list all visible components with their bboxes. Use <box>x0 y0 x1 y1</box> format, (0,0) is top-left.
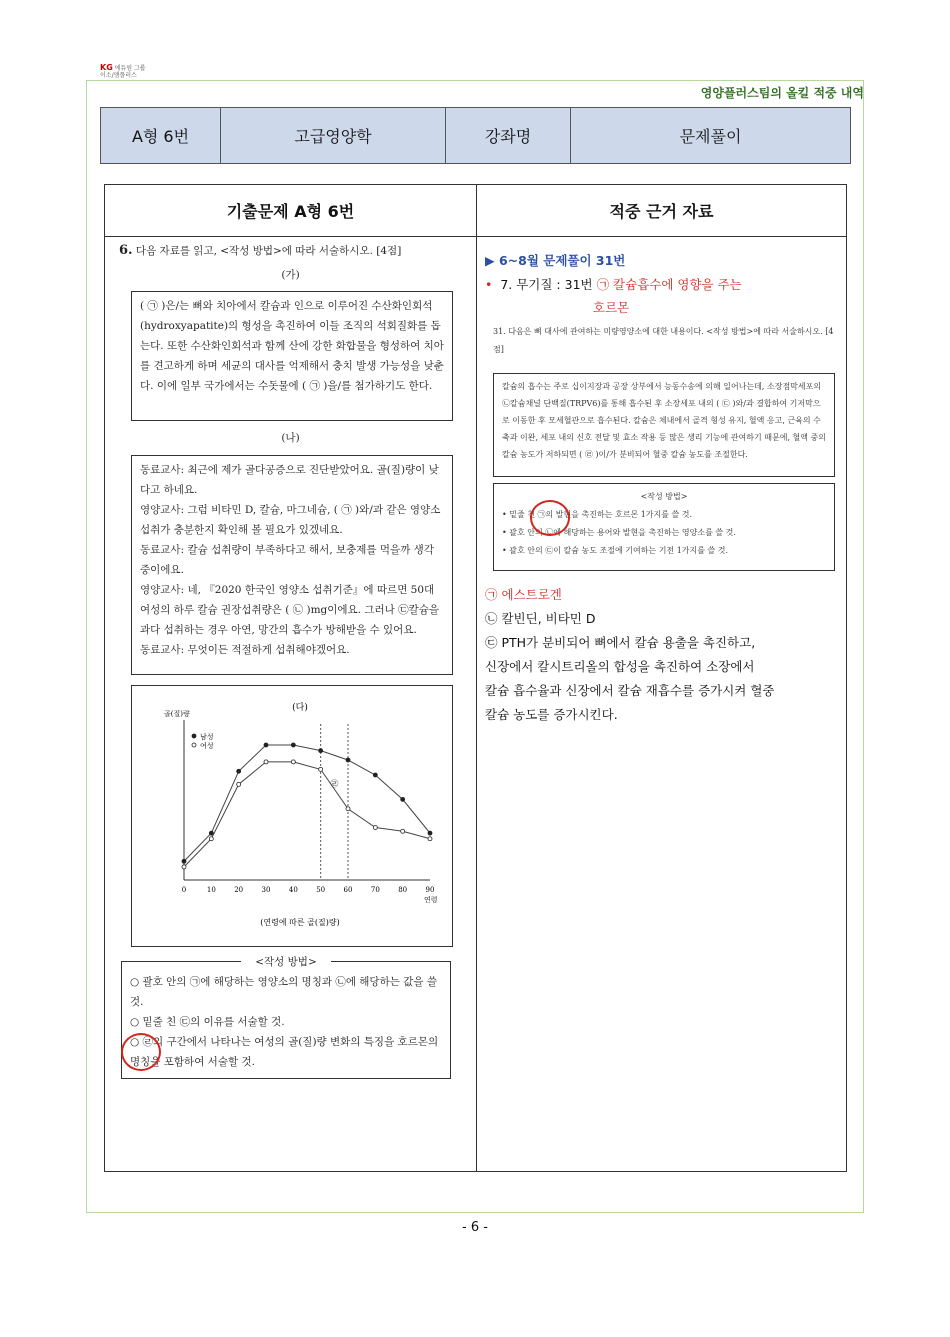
x-tick-label: 80 <box>398 886 408 894</box>
answer-2: ㉡ 칼빈딘, 비타민 D <box>485 611 596 626</box>
red-circle-mark <box>121 1033 161 1071</box>
legend-label-male: 남성 <box>200 733 214 741</box>
data-point-female <box>319 767 323 771</box>
source-item: • 7. 무기질 : 31번 ㉠ 칼슘흡수에 영향을 주는 <box>485 277 742 292</box>
data-point-male <box>264 743 268 747</box>
bone-mass-chart <box>140 690 460 950</box>
data-point-female <box>182 865 186 869</box>
dialogue-line: 동료교사: 무엇이든 적절하게 섭취해야겠어요. <box>140 644 350 656</box>
left-column-header: 기출문제 A형 6번 <box>105 185 476 237</box>
data-point-male <box>346 758 350 762</box>
x-tick-label: 60 <box>343 886 353 894</box>
data-point-male <box>428 831 432 835</box>
data-point-male <box>401 797 405 801</box>
data-point-female <box>373 826 377 830</box>
x-tick-label: 50 <box>316 886 326 894</box>
legend-label-female: 여성 <box>200 742 214 750</box>
method-item: ○ 괄호 안의 ㉠에 해당하는 영양소의 명칭과 ㉡에 해당하는 값을 쓸 것. <box>130 976 437 1008</box>
data-point-male <box>319 749 323 753</box>
red-circle-mark <box>530 500 570 536</box>
data-point-female <box>346 807 350 811</box>
header-note: 영양플러스팀의 올킬 적중 내역 <box>700 86 864 100</box>
data-point-male <box>209 831 213 835</box>
chart-section-label: (다) <box>292 703 308 713</box>
section-ga-box: ( ㉠ )은/는 뼈와 치아에서 칼슘과 인으로 이루어진 수산화인회석(hydroxyapatite)의 형성을 촉진하여 이들 조직의 석회질화를 돕는다. 또한 수산화인회석과 함께 산에 강한 화합물을 형성하여 치아를 견고하게 하며 세균의 대사를 억제해서 충치 발생 가능성을 낮춘다. 이에 일부 국가에서는 수돗물에 ( ㉠ )을/를 첨가하기도 한다. <box>131 291 453 421</box>
info-table <box>100 107 851 164</box>
answer-1: ㉠ 에스트로겐 <box>485 587 562 602</box>
x-tick-label: 30 <box>261 886 271 894</box>
data-point-female <box>291 760 295 764</box>
chart-box <box>131 685 453 947</box>
source-title: ▶ 6~8월 문제풀이 31번 <box>485 253 626 268</box>
x-tick-label: 10 <box>206 886 216 894</box>
dialogue-box <box>131 455 453 675</box>
logo: KG 에듀원 그룹 이소/앰플러스 <box>100 63 146 79</box>
method-title: <작성 방법> <box>241 952 331 972</box>
x-tick-label: 70 <box>370 886 380 894</box>
legend-marker-female <box>192 743 196 747</box>
chart-title: (연령에 따른 골(질)량) <box>260 918 340 927</box>
data-point-male <box>182 859 186 863</box>
section-ga-label: (가) <box>281 269 300 281</box>
info-lecture-name: 문제풀이 <box>679 127 742 146</box>
source-item-continued: 호르몬 <box>593 300 630 315</box>
page-number: - 6 - <box>462 1220 488 1235</box>
annotation-label: ㉣ <box>330 779 339 789</box>
scan-method-title: <작성 방법> <box>640 492 688 501</box>
answer-3: ㉢ PTH가 분비되어 뼈에서 칼슘 용출을 촉진하고, <box>485 635 756 650</box>
scan-method-item: • 괄호 안의 ㉢이 칼슘 농도 조절에 기여하는 기전 1가지를 쓸 것. <box>502 546 729 555</box>
x-axis-label: 연령 <box>424 896 438 904</box>
question-prompt: 6. 다음 자료를 읽고, <작성 방법>에 따라 서술하시오. [4점] <box>119 243 402 258</box>
x-tick-label: 40 <box>288 886 298 894</box>
info-subject: 고급영양학 <box>221 108 446 163</box>
series-line-male <box>184 745 430 861</box>
x-tick-label: 0 <box>181 886 187 894</box>
data-point-female <box>209 837 213 841</box>
dialogue-line: 동료교사: 칼슘 섭취량이 부족하다고 해서, 보충제를 먹을까 생각중이에요. <box>140 544 434 576</box>
method-item: ○ ㉣의 구간에서 나타나는 여성의 골(질)량 변화의 특징을 호르몬의 명칭을 포함하여 서술할 것. <box>130 1036 439 1068</box>
data-point-male <box>237 769 241 773</box>
main-table <box>104 184 847 1172</box>
data-point-female <box>428 837 432 841</box>
answer-6: 칼슘 농도를 증가시킨다. <box>485 707 618 722</box>
y-axis-label: 골(질)량 <box>164 710 190 718</box>
answer-4: 신장에서 칼시트리올의 합성을 촉진하여 소장에서 <box>485 659 755 674</box>
answer-5: 칼슘 흡수율과 신장에서 칼슘 재흡수를 증가시켜 혈중 <box>485 683 775 698</box>
series-line-female <box>184 762 430 867</box>
data-point-female <box>237 782 241 786</box>
method-box <box>121 956 451 1079</box>
dialogue-line: 동료교사: 최근에 제가 골다공증으로 진단받았어요. 골(질)량이 낮다고 하네요. <box>140 464 439 496</box>
data-point-male <box>373 773 377 777</box>
method-item: ○ 밑줄 친 ㉢의 이유를 서술할 것. <box>130 1016 285 1028</box>
section-na-label: (나) <box>281 432 300 444</box>
scan-method-item: • 괄호 안의 ㉡에 해당하는 용어와 발현을 촉진하는 영양소를 쓸 것. <box>502 528 736 537</box>
data-point-female <box>401 829 405 833</box>
dialogue-line: 영양교사: 네, 『2020 한국인 영양소 섭취기준』에 따르면 50대 여성의 하루 칼슘 권장섭취량은 ( ㉡ )mg이에요. 그러나 ㉢칼슘을 과다 섭취하는 경우 아연, 망간의 흡수가 방해받을 수 있어요. <box>140 584 440 636</box>
x-tick-label: 20 <box>234 886 244 894</box>
scan-method-item: • 밑줄 친 ㉠의 발현을 촉진하는 호르몬 1가지를 쓸 것. <box>502 510 693 519</box>
right-column-header: 적중 근거 자료 <box>477 185 846 237</box>
dialogue-line: 영양교사: 그럼 비타민 D, 칼슘, 마그네슘, ( ㉠ )와/과 같은 영양소 섭취가 충분한지 확인해 볼 필요가 있겠네요. <box>140 504 441 536</box>
x-tick-label: 90 <box>425 886 435 894</box>
column-divider <box>476 185 477 1171</box>
data-point-female <box>264 760 268 764</box>
info-question-number: A형 6번 <box>101 108 221 163</box>
legend-marker-male <box>192 734 196 738</box>
scan-box: 칼슘의 흡수는 주로 십이지장과 공장 상부에서 능동수송에 의해 일어나는데, 소장점막세포의 ㉡칼슘채널 단백질(TRPV6)를 통해 흡수된 후 소장세포 내의 ( ㉢ )와/과 결합하여 기저막으로 이동한 후 모세혈관으로 흡수된다. 칼슘은 체내에서 골격 형성 유지, 혈액 응고, 근육의 수축과 이완, 세포 내의 신호 전달 및 효소 작용 등 많은 생리 기능에 관여하기 때문에, 혈액 중의 칼슘 농도가 저하되면 ( ㉣ )이/가 분비되어 혈중 칼슘 농도를 조절한다. <box>493 373 835 477</box>
data-point-male <box>291 743 295 747</box>
info-lecture-label: 강좌명 <box>446 108 571 163</box>
scan-question: 31. 다음은 뼈 대사에 관여하는 미량영양소에 대한 내용이다. <작성 방법>에 따라 서술하시오. [4점] <box>493 327 834 354</box>
